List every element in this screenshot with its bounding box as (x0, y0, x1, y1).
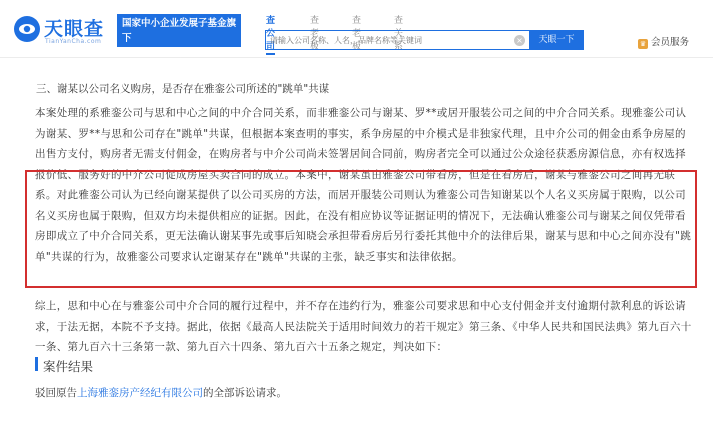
crown-icon: ♛ (639, 40, 647, 48)
section-title: 三、谢某以公司名义购房，是否存在雅銮公司所述的"跳单"共谋 (36, 83, 330, 95)
search-bar (265, 30, 529, 50)
tab-relation[interactable]: 查关系 (394, 16, 404, 52)
verdict-text (35, 385, 287, 400)
paragraph-conclusion: 综上，思和中心在与雅銮公司中介合同的履行过程中，并不存在违约行为，雅銮公司要求思和中心支付佣金并支付逾期付款利息的诉讼请求，于法无据，本院不予支持。据此，依据《最高人民法院关于适用时间效力的若干规定》第三条、《中华人民共和国民法典》第九百六十一条、第九百六十三条第一款、第九百六十四条、第九百六十五条之规定，判决如下： (35, 300, 692, 353)
plaintiff-company-link[interactable]: 上海雅銮房产经纪有限公司 (77, 387, 203, 399)
search-button[interactable]: 天眼一下 (529, 30, 584, 50)
clear-icon[interactable]: × (514, 35, 525, 46)
official-banner (117, 14, 241, 59)
banner-line-1: 国家中小企业发展子基金旗下 (122, 18, 237, 44)
paragraph-reasoning: 本案处理的系雅銮公司与思和中心之间的中介合同关系，而非雅銮公司与谢某、罗**或居开服装公司之间的中介合同关系。现雅銮公司认为谢某、罗**与思和公司存在"跳单"共谋，但根据本案查明的事实，系争房屋的中介模式是非独家代理，且中介公司的佣金由系争房屋的出售方支付，购房者无需支付佣金，在购房者与中介公司尚未签署居间合同前，购房者完全可以通过公众途径获悉房源信息，亦有权选择报价低、服务好的中介公司促成房屋买卖合同的成立。本案中，谢某虽由雅銮公司带看房，但是在看房后，谢某与雅銮公司之间再无联系。对此雅銮公司认为已经向谢某提供了以公司买房的方法，而居开服装公司则认为雅銮公司告知谢某以个人名义买房属于限购，以公司名义买房也属于限购，但双方均未提供相应的证据。因此，在没有相应协议等证据证明的情况下，无法确认雅銮公司与谢某之间仅凭带看房即成立了中介合同关系，更无法确认谢某事先或事后知晓会承担带看房后另行委托其他中介的法律后果，谢某与思和中心之间亦没有"跳单"共谋的行为，故雅銮公司要求认定谢某存在"跳单"共谋的主张，缺乏事实和法律依据。 (35, 107, 692, 263)
vip-service-link[interactable] (638, 34, 689, 49)
vip-label: 会员服务 (651, 37, 690, 48)
top-header (0, 0, 713, 58)
tab-company[interactable]: 查公司 (266, 13, 275, 52)
tab-boss[interactable]: 查老板 (310, 16, 320, 52)
search-input[interactable] (270, 33, 510, 48)
tianyancha-logo-icon[interactable] (14, 16, 40, 42)
brand-name[interactable]: 天眼查 (44, 18, 105, 40)
verdict-suffix: 的全部诉讼请求。 (203, 387, 287, 399)
banner-line-2: 官方备案企业征信机构 (122, 48, 218, 59)
verdict-prefix: 驳回原告 (35, 387, 77, 399)
results-heading: 案件结果 (43, 359, 94, 374)
tab-boss-2[interactable]: 查老板 (352, 16, 362, 52)
brand-domain: TianYanCha.com (45, 38, 102, 45)
